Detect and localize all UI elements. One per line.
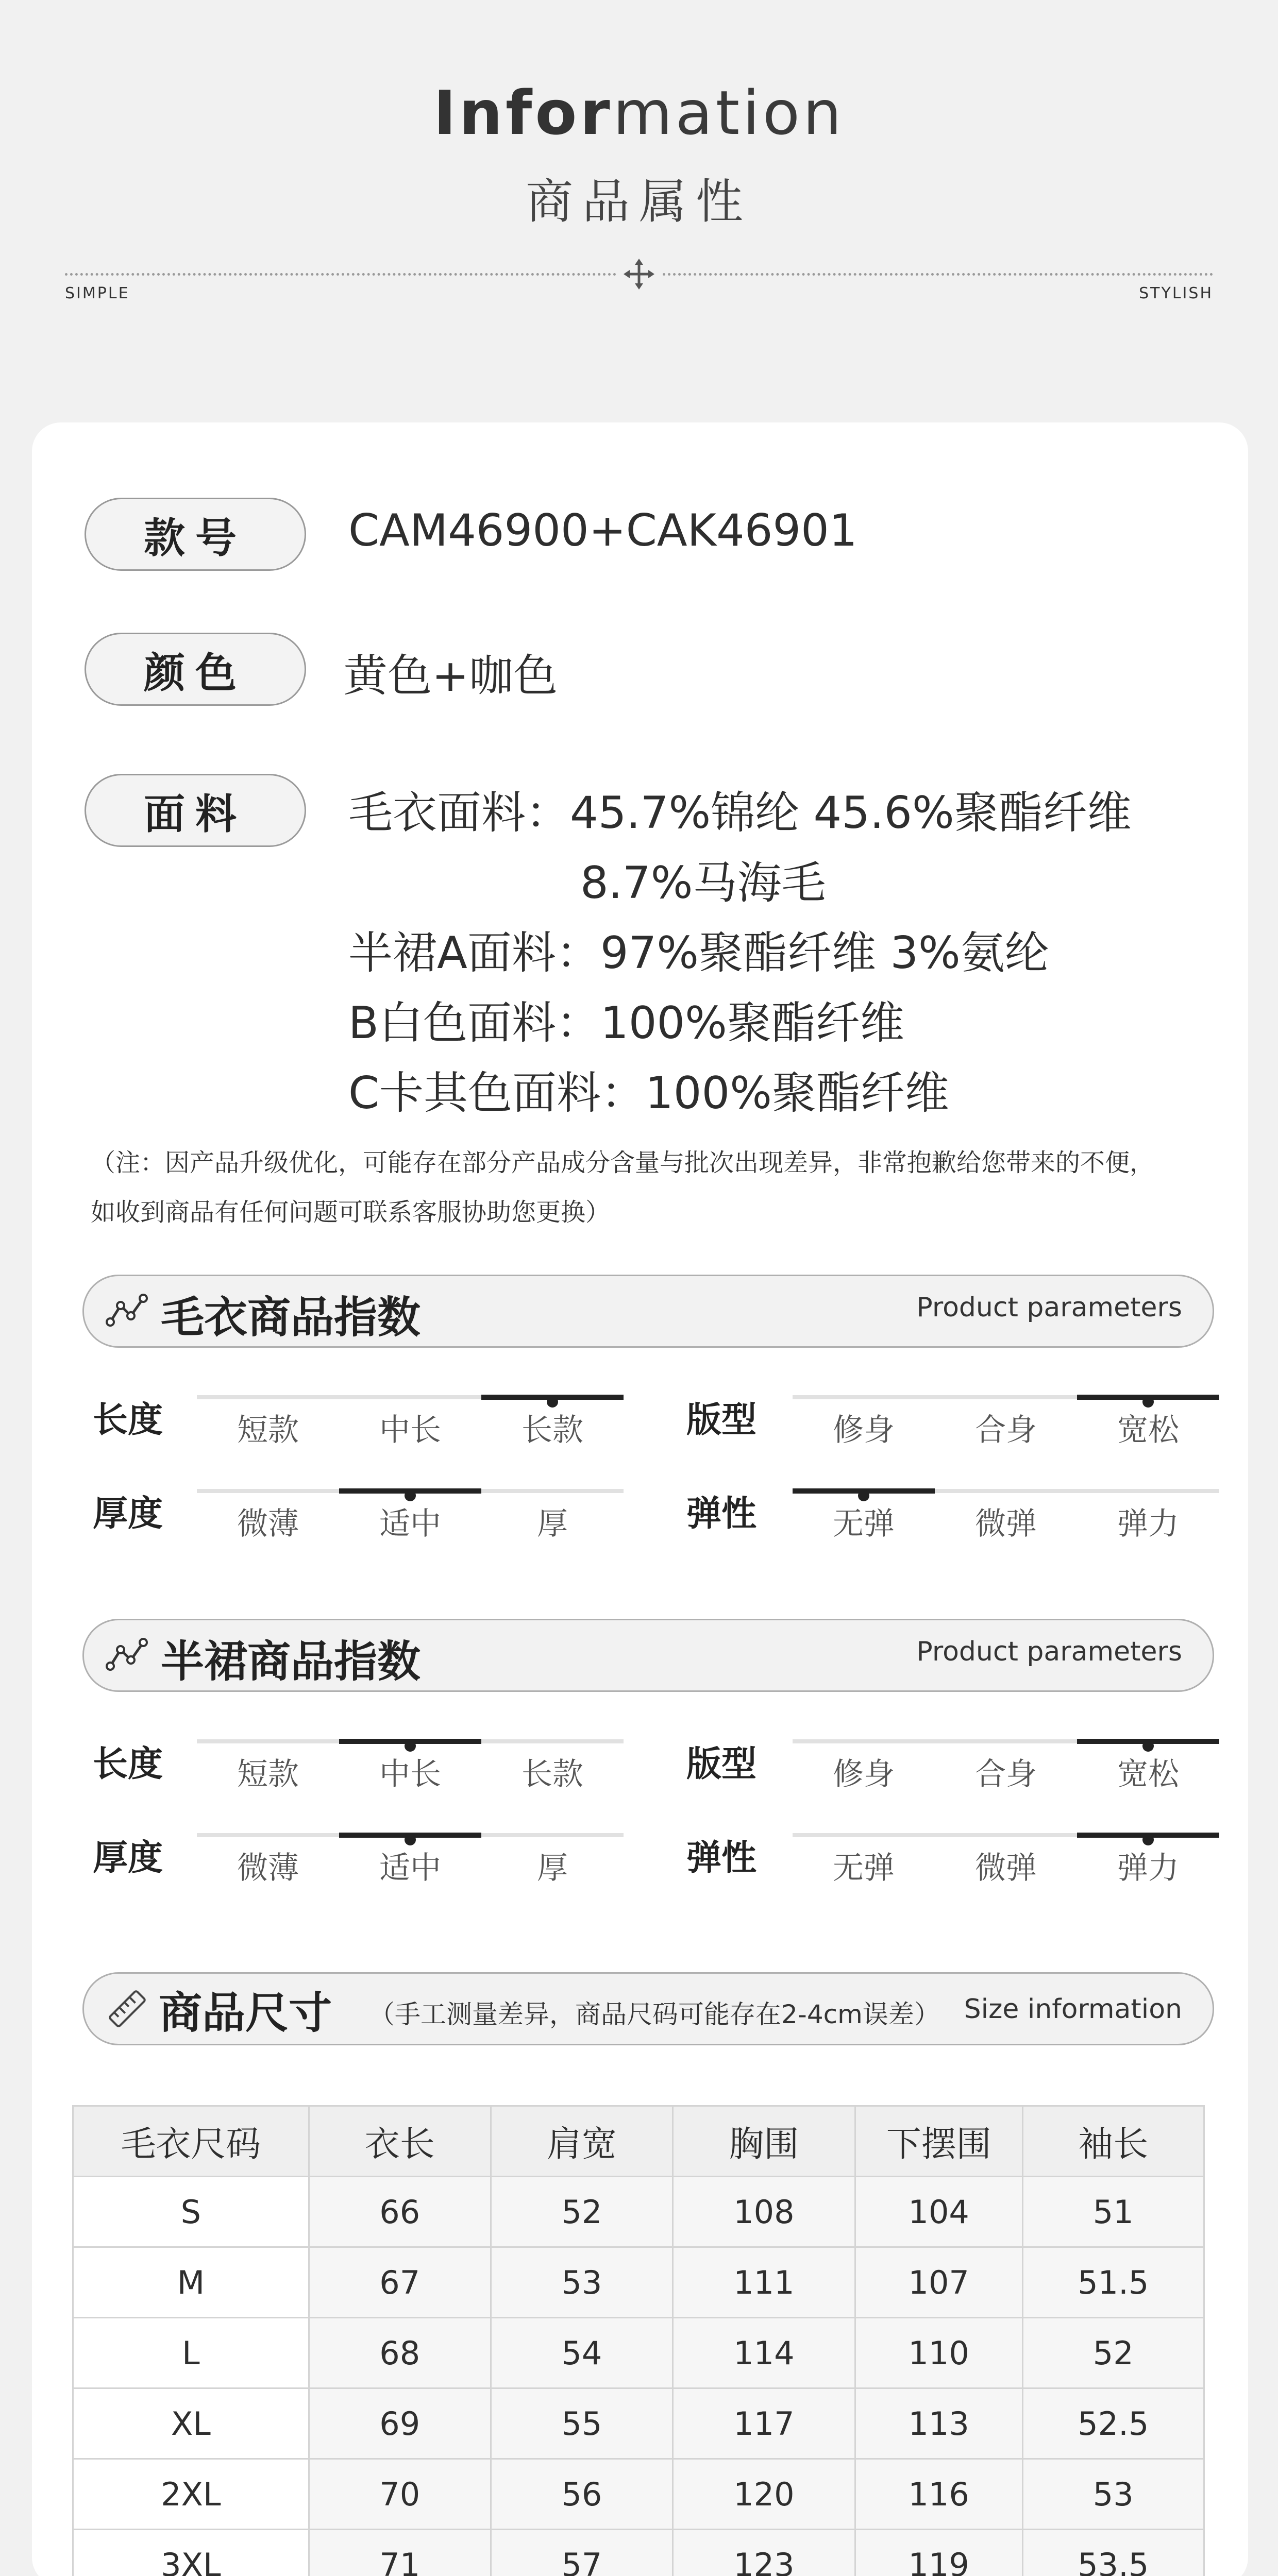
size-table-header xyxy=(73,2106,1204,2177)
measure-cell: 67 xyxy=(309,2247,491,2318)
ruler-icon xyxy=(105,1987,149,2031)
measure-cell: 53 xyxy=(491,2247,672,2318)
measure-cell: 114 xyxy=(672,2318,855,2388)
index-option: 中长 xyxy=(339,1405,481,1450)
trend-icon xyxy=(105,1292,148,1328)
size-cell: 2XL xyxy=(73,2459,309,2530)
measure-cell: 70 xyxy=(309,2459,491,2530)
measure-cell: 116 xyxy=(855,2459,1022,2530)
table-row xyxy=(73,2459,1204,2530)
index-option: 修身 xyxy=(793,1405,935,1450)
measure-cell: 57 xyxy=(491,2530,672,2576)
index-option: 适中 xyxy=(339,1843,481,1888)
index-option: 短款 xyxy=(197,1405,339,1450)
divider-left xyxy=(65,273,616,276)
index-option: 中长 xyxy=(339,1750,481,1794)
note-line: （注：因产品升级优化，可能存在部分产品成分含量与批次出现差异，非常抱歉给您带来的不便， xyxy=(91,1143,1154,1178)
sweater-index-en: Product parameters xyxy=(916,1292,1182,1323)
divider-right xyxy=(663,273,1213,276)
measure-cell: 113 xyxy=(855,2388,1022,2459)
index-row-label: 厚度 xyxy=(93,1830,163,1880)
size-cell: M xyxy=(73,2247,309,2318)
index-row-label: 厚度 xyxy=(93,1486,163,1536)
measure-cell: 111 xyxy=(672,2247,855,2318)
measure-cell: 69 xyxy=(309,2388,491,2459)
index-row-label: 长度 xyxy=(93,1736,163,1786)
index-option: 微弹 xyxy=(935,1843,1077,1888)
index-option: 厚 xyxy=(481,1843,624,1888)
skirt-index-en: Product parameters xyxy=(916,1636,1182,1667)
style-no-pill: 款号 xyxy=(85,498,306,571)
color-value: 黄色+咖色 xyxy=(343,640,558,704)
size-cell: S xyxy=(73,2177,309,2247)
index-row-label: 长度 xyxy=(93,1392,163,1442)
index-option: 微薄 xyxy=(197,1843,339,1888)
measure-cell: 119 xyxy=(855,2530,1022,2576)
skirt-index-title: 半裙商品指数 xyxy=(161,1627,421,1689)
measure-cell: 123 xyxy=(672,2530,855,2576)
measure-cell: 104 xyxy=(855,2177,1022,2247)
index-option: 长款 xyxy=(481,1750,624,1794)
index-row-label: 版型 xyxy=(686,1392,756,1442)
size-table xyxy=(72,2105,1205,2576)
header-cell: 下摆围 xyxy=(855,2106,1022,2177)
index-option: 弹力 xyxy=(1077,1843,1219,1888)
size-cell: 3XL xyxy=(73,2530,309,2576)
size-info-title: 商品尺寸 xyxy=(159,1978,332,2041)
index-option: 短款 xyxy=(197,1750,339,1794)
measure-cell: 110 xyxy=(855,2318,1022,2388)
measure-cell: 120 xyxy=(672,2459,855,2530)
index-option: 微弹 xyxy=(935,1499,1077,1544)
fabric-line: C卡其色面料：100%聚酯纤维 xyxy=(348,1057,949,1121)
fabric-line: B白色面料：100%聚酯纤维 xyxy=(348,987,904,1051)
measure-cell: 52 xyxy=(1022,2318,1204,2388)
header-cell: 毛衣尺码 xyxy=(73,2106,309,2177)
stylish-label: STYLISH xyxy=(1139,284,1213,302)
index-row-label: 弹性 xyxy=(686,1830,756,1880)
header-cell: 衣长 xyxy=(309,2106,491,2177)
measure-cell: 51 xyxy=(1022,2177,1204,2247)
index-option: 长款 xyxy=(481,1405,624,1450)
table-row xyxy=(73,2177,1204,2247)
fabric-pill: 面料 xyxy=(85,774,306,847)
measure-cell: 66 xyxy=(309,2177,491,2247)
table-row xyxy=(73,2388,1204,2459)
color-pill: 颜色 xyxy=(85,633,306,706)
table-row xyxy=(73,2530,1204,2576)
measure-cell: 53 xyxy=(1022,2459,1204,2530)
index-option: 厚 xyxy=(481,1499,624,1544)
index-row-label: 版型 xyxy=(686,1736,756,1786)
index-option: 合身 xyxy=(935,1405,1077,1450)
measure-cell: 55 xyxy=(491,2388,672,2459)
size-cell: XL xyxy=(73,2388,309,2459)
measure-cell: 56 xyxy=(491,2459,672,2530)
note-line: 如收到商品有任何问题可联系客服协助您更换） xyxy=(91,1192,610,1228)
header-cell: 胸围 xyxy=(672,2106,855,2177)
measure-cell: 52.5 xyxy=(1022,2388,1204,2459)
simple-label: SIMPLE xyxy=(65,284,130,302)
measure-cell: 71 xyxy=(309,2530,491,2576)
sweater-index-title: 毛衣商品指数 xyxy=(161,1283,421,1345)
measure-cell: 53.5 xyxy=(1022,2530,1204,2576)
measure-cell: 117 xyxy=(672,2388,855,2459)
index-option: 无弹 xyxy=(793,1499,935,1544)
measure-cell: 108 xyxy=(672,2177,855,2247)
index-option: 宽松 xyxy=(1077,1750,1219,1794)
measure-cell: 51.5 xyxy=(1022,2247,1204,2318)
measure-cell: 107 xyxy=(855,2247,1022,2318)
size-cell: L xyxy=(73,2318,309,2388)
crosshair-icon xyxy=(623,258,655,291)
size-info-note: （手工测量差异，商品尺码可能存在2-4cm误差） xyxy=(369,1994,940,2031)
index-option: 合身 xyxy=(935,1750,1077,1794)
measure-cell: 54 xyxy=(491,2318,672,2388)
index-row-label: 弹性 xyxy=(686,1486,756,1536)
index-option: 无弹 xyxy=(793,1843,935,1888)
index-option: 适中 xyxy=(339,1499,481,1544)
style-no-value: CAM46900+CAK46901 xyxy=(348,505,857,556)
size-info-en: Size information xyxy=(964,1994,1182,2025)
title-cn: 商品属性 xyxy=(0,164,1278,232)
fabric-line: 8.7%马海毛 xyxy=(580,847,826,911)
index-option: 微薄 xyxy=(197,1499,339,1544)
fabric-line: 毛衣面料：45.7%锦纶 45.6%聚酯纤维 xyxy=(348,777,1132,841)
table-row xyxy=(73,2247,1204,2318)
trend-icon xyxy=(105,1636,148,1672)
header-cell: 肩宽 xyxy=(491,2106,672,2177)
index-option: 修身 xyxy=(793,1750,935,1794)
index-option: 弹力 xyxy=(1077,1499,1219,1544)
header-cell: 袖长 xyxy=(1022,2106,1204,2177)
measure-cell: 52 xyxy=(491,2177,672,2247)
title-en: Information xyxy=(0,77,1278,148)
index-option: 宽松 xyxy=(1077,1405,1219,1450)
table-row xyxy=(73,2318,1204,2388)
fabric-line: 半裙A面料：97%聚酯纤维 3%氨纶 xyxy=(348,917,1049,981)
measure-cell: 68 xyxy=(309,2318,491,2388)
